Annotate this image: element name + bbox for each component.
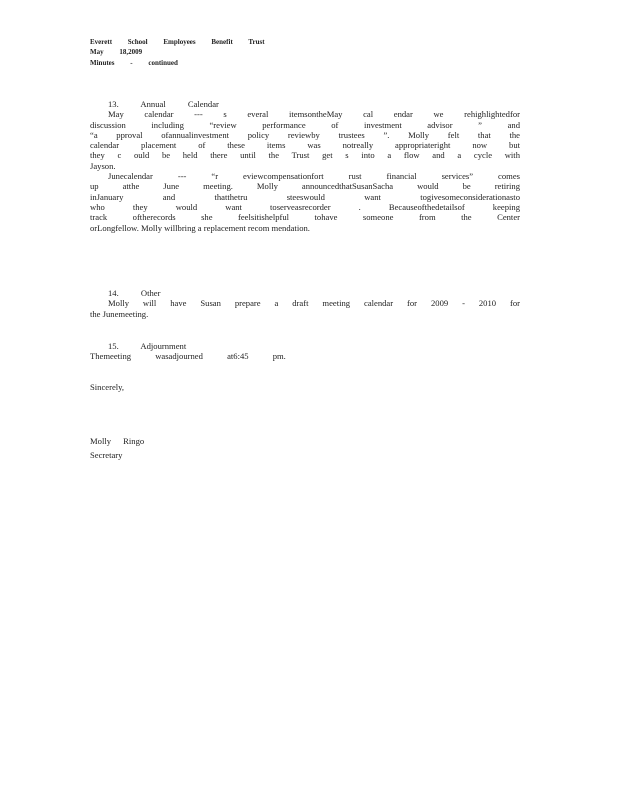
paragraph-line: up atthe June meeting. Molly announcedthatSusanSacha would be retiring xyxy=(90,181,520,192)
section-title: 14. Other xyxy=(108,288,161,298)
paragraph-line: Themeeting wasadjourned at6:45 pm. xyxy=(90,351,286,362)
paragraph-line: orLongfellow. Molly willbring a replacement recom mendation. xyxy=(90,222,310,233)
section-adjournment xyxy=(90,341,520,362)
paragraph-line: calendar placement of these items was notreally appropriateright now but xyxy=(90,140,520,151)
paragraph-line: track oftherecords she feelsitishelpful tohave someone from the Center xyxy=(90,212,520,223)
paragraph-line: discussion including “review performance of investment advisor ” and xyxy=(90,119,520,130)
paragraph-line: “a pproval ofannualinvestment policy reviewby trustees ”. Molly felt that the xyxy=(90,129,520,140)
paragraph-line: Junecalendar --- “r eviewcompensationfort rust financial services” comes xyxy=(108,171,520,182)
header-org: Everett School Employees Benefit Trust xyxy=(90,38,265,46)
paragraph-line: the Junemeeting. xyxy=(90,308,149,319)
paragraph-line: Jayson. xyxy=(90,160,116,171)
section-title: 13. Annual Calendar xyxy=(108,99,219,109)
paragraph-line: May calendar --- s everal itemsontheMay cal endar we rehighlightedfor xyxy=(108,109,520,120)
salutation: Sincerely, xyxy=(90,382,125,392)
section-other xyxy=(90,288,520,319)
section-title: 15. Adjournment xyxy=(108,341,187,351)
paragraph-line: who they would want toserveasrecorder . Becauseofthedetailsof keeping xyxy=(90,201,520,212)
paragraph-line: they c ould be held there until the Trust get s into a flow and a cycle with xyxy=(90,150,520,161)
signatory-role: Secretary xyxy=(90,450,123,460)
header-subtitle: Minutes - continued xyxy=(90,59,178,67)
signatory-name: Molly Ringo xyxy=(90,436,145,446)
section-annual-calendar xyxy=(90,99,520,233)
header-date: May 18,2009 xyxy=(90,48,143,56)
paragraph-line: inJanuary and thatthetru steeswould want togivesomeconsiderationasto xyxy=(90,191,520,202)
paragraph-line: Molly will have Susan prepare a draft meeting calendar for 2009 - 2010 for xyxy=(108,298,520,309)
